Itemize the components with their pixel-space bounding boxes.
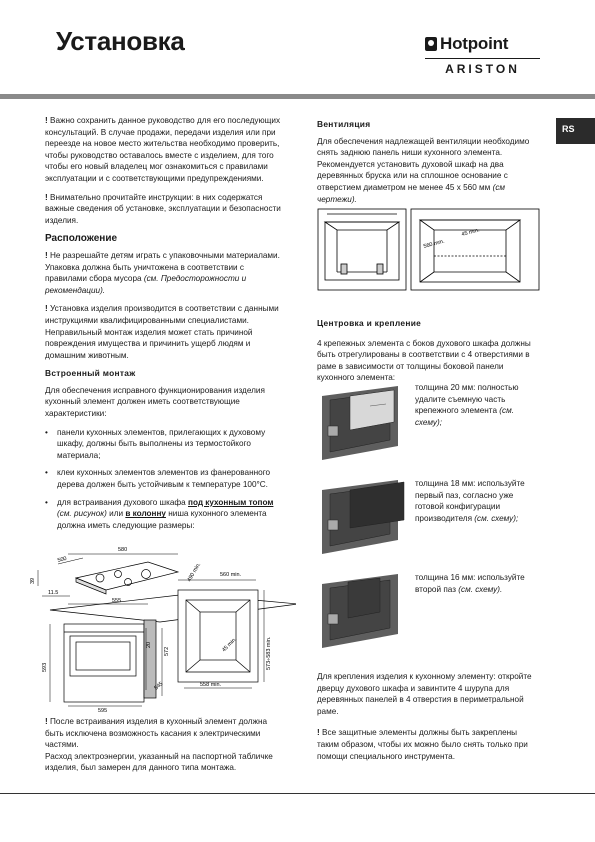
section-title-placement: Расположение [45, 233, 118, 245]
dim-595: 595 [98, 708, 108, 712]
footer-rule [0, 793, 595, 794]
dim-580: 580 [118, 547, 128, 553]
dim-560: 560 min. [220, 572, 242, 578]
vent-dim-560: 560 mm. [422, 238, 446, 250]
subsection-built-in: Встроенный монтаж [45, 368, 136, 379]
intro-paragraph: ! Важно сохранить данное руководство для его последующих консультаций. В случае продажи, передачи изделия или при переезде на новое место жительства необходимо проверить, чтобы руководство оставалось вместе с изделием, для того чтобы его новый владелец мог ознакомиться с правилами эксплуатации и с соответствующими предупреждениями. [45, 116, 281, 183]
right-column-mid [317, 314, 539, 391]
brand-name: Hotpoint [440, 34, 509, 53]
left-column [45, 115, 285, 537]
dim-558: 558 min. [200, 682, 222, 688]
language-tab: RS [556, 118, 595, 144]
section-title-centering: Центровка и крепление [317, 318, 422, 328]
requirements-list [45, 427, 285, 532]
section-title-ventilation: Вентиляция [317, 119, 371, 129]
brand-subname: ARISTON [445, 62, 520, 76]
right-column-top [317, 115, 539, 212]
dim-11-5: 11.5 [48, 590, 59, 596]
hotpoint-logo-icon [425, 37, 437, 51]
bracket-case-16: толщина 16 мм: используйте второй паз (см. схему). [415, 573, 525, 594]
dim-593: 593 [42, 662, 48, 672]
bracket-figure-20mm [320, 382, 412, 464]
right-column-bottom [317, 671, 539, 769]
bracket-figure-16mm [320, 570, 412, 652]
ventilation-figure-1 [317, 208, 407, 291]
ventilation-figure-2 [410, 208, 540, 291]
qualified-install-warning: ! Установка изделия производится в соответствии с данными инструкциями квалифицированными специалистами. Неправильный монтаж изделия может стать причиной повреждения имущества и причинить ущерб людям и домашним животным. [45, 304, 279, 360]
built-in-intro: Для обеспечения исправного функционирования изделия кухонный элемент должен иметь соответствующие характеристики: [45, 385, 265, 419]
brand-logo [425, 34, 540, 76]
bracket-case-18: толщина 18 мм: используйте первый паз, согласно уже готовой конфигурации производителя (см. схему); [415, 479, 525, 523]
list-item: • панели кухонных элементов, прилегающих к духовому шкафу, должны быть выполнены из термостойкого материала; [45, 427, 285, 462]
dim-555: 555 [112, 598, 122, 604]
dim-490: 490 min. [186, 561, 203, 583]
left-bottom-notes [45, 716, 285, 781]
dim-45: 45 min. [221, 636, 239, 654]
protective-elements-warning: ! Все защитные элементы должны быть закреплены таким образом, чтобы их можно было снять только при помощи специального инструмента. [317, 728, 528, 761]
dim-573-583: 573÷583 min. [266, 636, 272, 670]
energy-note: Расход электроэнергии, указанный на паспортной табличке изделия, был замерен для данного типа монтажа. [45, 751, 273, 773]
list-item: • клеи кухонных элементов элементов из фанерованного дерева должен быть устойчивым к температуре 100°С. [45, 467, 285, 490]
electrical-warning: ! После встраивания изделия в кухонный элемент должна быть исключена возможность касания к электрическими частями. [45, 717, 268, 750]
dim-20: 20 [146, 641, 152, 648]
vent-dim-45: 45 mm. [460, 227, 481, 238]
instructions-paragraph: ! Внимательно прочитайте инструкции: в них содержатся важные сведения об установке, эксплуатации и безопасности изделия. [45, 192, 281, 225]
centering-text: 4 крепежных элемента с боков духового шкафа должны быть отрегулированы в соответствии с 4 отверстиями в раме в зависимости от толщины боковой панели кухонного элемента: [317, 338, 531, 383]
bracket-figure-18mm [320, 476, 412, 558]
built-in-dimensions-diagram [28, 540, 296, 712]
children-warning: ! Не разрешайте детям играть с упаковочными материалами. Упаковка должна быть уничтожена в соответствии с правилами сбора мусора (см. Предосторожности и рекомендации). [45, 250, 280, 295]
page-title: Установка [56, 26, 185, 56]
bracket-case-20: толщина 20 мм: полностью удалите съемную часть крепежного элемента (см. схему); [415, 383, 519, 427]
list-item: • для встраивания духового шкафа под кухонным топом (см. рисунок) или в колонну ниша кухонного элемента должна иметь следующие размеры: [45, 497, 285, 532]
dim-39: 39 [30, 577, 36, 584]
header-rule [0, 94, 595, 99]
fixing-text: Для крепления изделия к кухонному элементу: откройте дверцу духового шкафа и завинтите 4 шурупа для деревянных панелей в 4 отверстия в периметральной раме. [317, 672, 532, 716]
dim-572: 572 [164, 646, 170, 656]
ventilation-text: Для обеспечения надлежащей вентиляции необходимо снять заднюю панель ниши кухонного элемента. Рекомендуется установить духовой шкаф на два деревянных бруска или на сплошное основание с отверстием диаметром не менее 45 х 560 мм (см чертежи). [317, 136, 530, 204]
dim-545: 545 [153, 681, 165, 692]
dim-500: 500 [57, 555, 68, 564]
